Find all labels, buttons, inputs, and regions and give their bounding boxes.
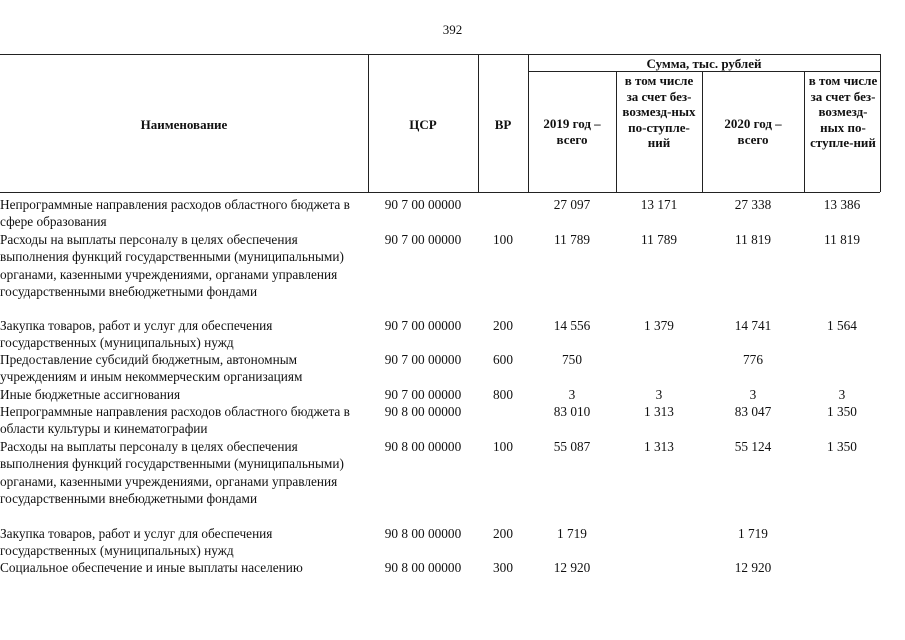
table-row-2019-free: 1 313 — [644, 439, 674, 454]
header-2019-free: в том числе за счет без-возмезд-ных по-ступле-ний — [622, 73, 696, 150]
column-divider — [528, 54, 529, 192]
table-row-csr: 90 7 00 00000 — [384, 352, 462, 367]
table-row-2019: 83 010 — [553, 404, 591, 419]
table-row-vr: 800 — [493, 387, 513, 402]
table-row-2020: 55 124 — [734, 439, 772, 454]
table-row-2019: 12 920 — [553, 560, 591, 575]
header-csr: ЦСР — [409, 117, 437, 132]
table-row-name: Непрограммные направления расходов областного бюджета в области культуры и кинематографии — [0, 404, 350, 437]
page-number: 392 — [442, 22, 463, 37]
table-row-2019-free: 11 789 — [640, 232, 678, 247]
table-row-name: Предоставление субсидий бюджетным, автономным учреждениям и иным некоммерческим организациям — [0, 352, 303, 385]
table-row-2020: 776 — [743, 352, 763, 367]
table-row-2020-free: 13 386 — [823, 197, 861, 212]
table-row-csr: 90 8 00 00000 — [384, 404, 462, 419]
header-name: Наименование — [140, 117, 228, 132]
table-row-2020: 27 338 — [734, 197, 772, 212]
table-row-vr: 200 — [493, 526, 513, 541]
table-row-2020-free: 1 350 — [827, 404, 857, 419]
table-row-name: Расходы на выплаты персоналу в целях обеспечения выполнения функций государственными (муниципальными) органами, казенными учреждениями, органами управления государственными внебюджетными фондами — [0, 232, 344, 300]
table-row-2019: 55 087 — [553, 439, 591, 454]
table-row-2019: 3 — [568, 387, 576, 402]
column-divider — [880, 54, 881, 192]
table-row-vr: 100 — [493, 439, 513, 454]
table-row-csr: 90 8 00 00000 — [384, 560, 462, 575]
header-vr: ВР — [494, 117, 512, 132]
table-row-2019: 750 — [562, 352, 582, 367]
table-row-2020: 11 819 — [734, 232, 772, 247]
table-row-2020: 83 047 — [734, 404, 772, 419]
table-row-name: Расходы на выплаты персоналу в целях обеспечения выполнения функций государственными (муниципальными) органами, казенными учреждениями, органами управления государственными внебюджетными фондами — [0, 439, 344, 507]
table-row-2019-free: 1 379 — [644, 318, 674, 333]
table-row-vr: 200 — [493, 318, 513, 333]
table-row-csr: 90 7 00 00000 — [384, 318, 462, 333]
header-2020-total: 2020 год – всего — [724, 116, 782, 147]
table-row-2020-free: 1 564 — [827, 318, 857, 333]
table-row-csr: 90 8 00 00000 — [384, 439, 462, 454]
table-row-csr: 90 7 00 00000 — [384, 387, 462, 402]
table-row-name: Закупка товаров, работ и услуг для обеспечения государственных (муниципальных) нужд — [0, 318, 273, 351]
table-row-2020: 12 920 — [734, 560, 772, 575]
column-divider — [702, 71, 703, 192]
table-row-vr: 300 — [493, 560, 513, 575]
table-row-name: Иные бюджетные ассигнования — [0, 387, 181, 402]
table-row-csr: 90 7 00 00000 — [384, 197, 462, 212]
table-row-2020: 14 741 — [734, 318, 772, 333]
table-row-2019: 11 789 — [553, 232, 591, 247]
table-row-name: Социальное обеспечение и иные выплаты населению — [0, 560, 303, 575]
table-row-2020-free: 11 819 — [823, 232, 861, 247]
header-2019-total: 2019 год – всего — [543, 116, 601, 147]
table-row-vr: 600 — [493, 352, 513, 367]
table-row-name: Закупка товаров, работ и услуг для обеспечения государственных (муниципальных) нужд — [0, 526, 273, 559]
table-row-2019-free: 1 313 — [644, 404, 674, 419]
table-row-2020: 3 — [749, 387, 757, 402]
header-sum-group: Сумма, тыс. рублей — [646, 56, 762, 71]
table-row-2019-free: 13 171 — [640, 197, 678, 212]
table-row-2020-free: 3 — [838, 387, 846, 402]
table-row-2019-free: 3 — [655, 387, 663, 402]
table-row-2020-free: 1 350 — [827, 439, 857, 454]
table-row-2019: 14 556 — [553, 318, 591, 333]
table-row-2019: 27 097 — [553, 197, 591, 212]
table-row-name: Непрограммные направления расходов областного бюджета в сфере образования — [0, 197, 350, 230]
table-row-2019: 1 719 — [557, 526, 587, 541]
header-2020-free: в том числе за счет без-возмезд-ных по-ступле-ний — [808, 73, 878, 150]
header-bottom-border — [0, 192, 880, 193]
table-row-vr: 100 — [493, 232, 513, 247]
table-row-2020: 1 719 — [738, 526, 768, 541]
table-row-csr: 90 8 00 00000 — [384, 526, 462, 541]
table-row-csr: 90 7 00 00000 — [384, 232, 462, 247]
column-divider — [804, 71, 805, 192]
column-divider — [616, 71, 617, 192]
